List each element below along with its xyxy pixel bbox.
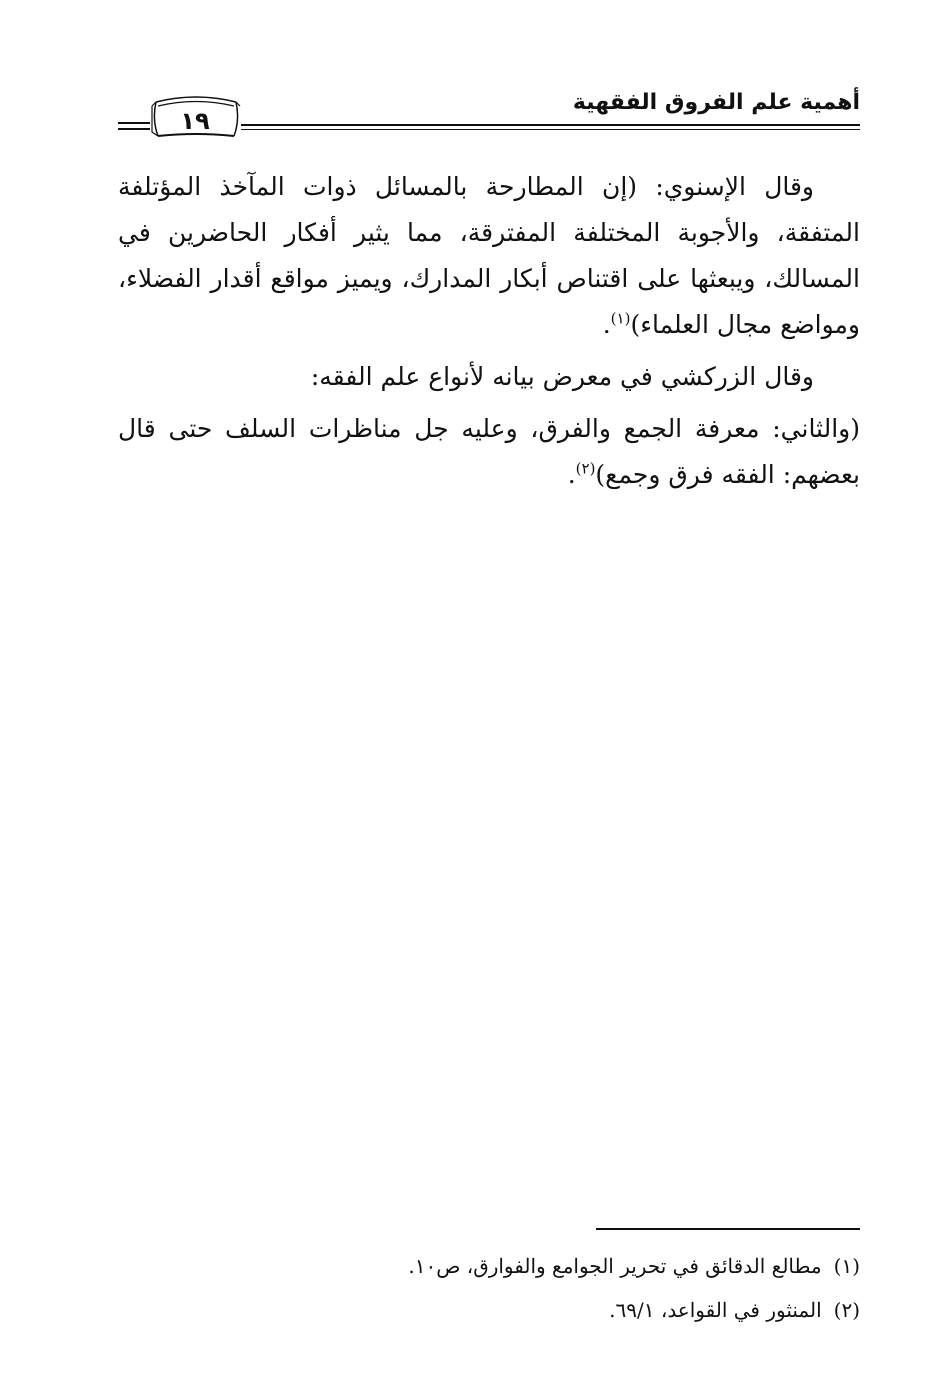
paragraph-zarkashi-quote — [118, 406, 860, 498]
paragraph-text: وقال الزركشي في معرض بيانه لأنواع علم الفقه: — [310, 362, 814, 391]
paragraph-text: وقال الإسنوي: (إن المطارحة بالمسائل ذوات المآخذ المؤتلفة المتفقة، والأجوبة المختلفة المفترقة، مما يثير أفكار الحاضرين في المسالك، ويبعثها على اقتناص أبكار المدارك، ويميز مواقع أقدار الفضلاء، ومواضع مجال العلماء) — [118, 172, 860, 339]
footnotes — [118, 1244, 860, 1332]
paragraph-end: . — [567, 460, 576, 489]
header-rule-left-lower — [118, 128, 150, 130]
footnote-text: مطالع الدقائق في تحرير الجوامع والفوارق، ص١٠. — [408, 1254, 822, 1278]
page-number: ١٩ — [180, 107, 210, 135]
footnote-ref: (٢) — [575, 459, 596, 478]
header-rule-thin — [241, 129, 860, 130]
footnote-2 — [118, 1288, 860, 1332]
page-number-badge — [150, 94, 242, 140]
footnote-number: (١) — [833, 1254, 860, 1278]
header-rule — [241, 124, 860, 126]
footnote-ref: (١) — [610, 309, 631, 328]
footnote-1 — [118, 1244, 860, 1288]
footnote-text: المنثور في القواعد، ٦٩/١. — [609, 1298, 822, 1322]
footnote-number: (٢) — [833, 1298, 860, 1322]
running-title: أهمية علم الفروق الفقهية — [572, 90, 860, 115]
paragraph-asnawi-quote — [118, 164, 860, 348]
header-rule-left — [118, 122, 150, 124]
paragraph-zarkashi-intro — [118, 354, 860, 400]
footnote-separator — [596, 1228, 860, 1230]
main-text — [118, 164, 860, 504]
page-header — [118, 82, 860, 142]
paragraph-text: (والثاني: معرفة الجمع والفرق، وعليه جل مناظرات السلف حتى قال بعضهم: الفقه فرق وجمع) — [118, 414, 860, 489]
paragraph-end: . — [602, 310, 611, 339]
